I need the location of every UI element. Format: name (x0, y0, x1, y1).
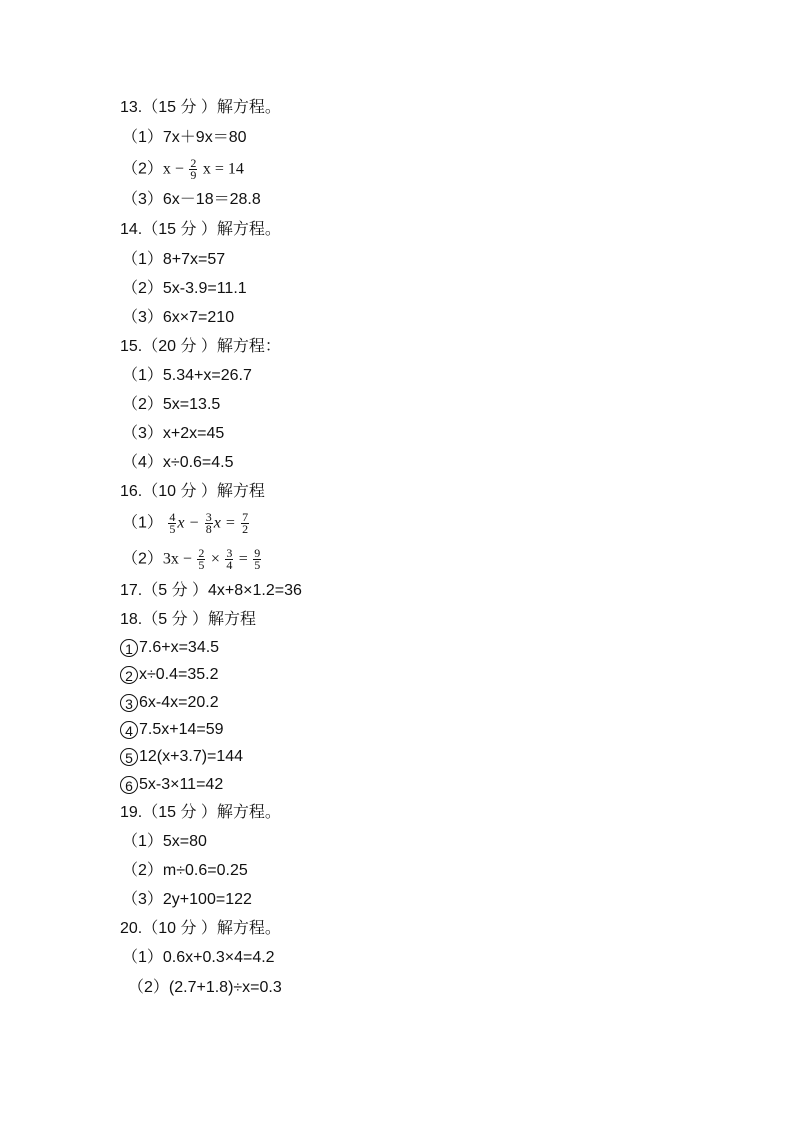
item-tag: （2） (122, 280, 163, 297)
q18-item-1 (120, 638, 219, 658)
q14-item-3 (122, 308, 234, 328)
item-tag: （2） (122, 396, 163, 413)
numerator: 9 (254, 546, 261, 560)
q20-item-1 (122, 948, 275, 968)
q15-item-1 (122, 366, 252, 386)
q18-item-3 (120, 693, 219, 713)
equation: 5.34+x=26.7 (162, 367, 252, 384)
equation: x÷0.6=4.5 (162, 454, 234, 471)
fraction (168, 512, 176, 535)
item-tag: （1） (122, 129, 163, 146)
times-operator: × (210, 550, 220, 568)
item-tag: （1） (122, 833, 163, 850)
equation: 8+7x=57 (162, 251, 226, 268)
equation: 0.6x+0.3×4=4.2 (162, 949, 275, 966)
item-tag: （1） (122, 949, 163, 966)
q16-item-1 (122, 512, 250, 535)
fraction (189, 158, 197, 181)
q18-item-6 (120, 775, 223, 795)
equation: (2.7+1.8)÷x=0.3 (168, 979, 282, 996)
equation: 7.6+x=34.5 (139, 639, 220, 656)
equation: 7x＋9x＝80 (162, 129, 247, 146)
q14-item-1 (122, 250, 225, 270)
q18-item-4 (120, 720, 224, 740)
q16-header: 16.（10 分 ）解方程 (120, 483, 265, 500)
denominator: 5 (198, 558, 205, 572)
item-tag: （1） (122, 367, 163, 384)
q20-item-2 (128, 978, 282, 998)
equation-part: x − (162, 160, 184, 178)
equation: 7.5x+14=59 (139, 721, 224, 738)
numerator: 2 (198, 546, 205, 560)
item-tag: （2） (122, 862, 163, 879)
q19-header: 19.（15 分 ）解方程。 (120, 804, 281, 821)
equation: 12(x+3.7)=144 (139, 748, 244, 765)
q18-item-5 (120, 747, 243, 767)
item-tag: （3） (122, 191, 163, 208)
q14-item-2 (122, 279, 247, 299)
equation: 5x=80 (162, 833, 207, 850)
item-tag: （1） (122, 251, 163, 268)
q15-item-3 (122, 424, 224, 444)
equation: 6x－18＝28.8 (162, 191, 261, 208)
numerator: 4 (169, 510, 176, 524)
denominator: 5 (254, 558, 261, 572)
q13-item-1 (122, 128, 247, 148)
item-tag: （3） (122, 891, 163, 908)
numerator: 3 (205, 510, 212, 524)
denominator: 8 (205, 522, 212, 536)
circled-number: 4 (120, 721, 138, 739)
fraction (225, 548, 233, 571)
q18-header: 18.（5 分 ）解方程 (120, 611, 257, 628)
equation-part: x = 14 (202, 160, 244, 178)
circled-number: 3 (120, 694, 138, 712)
numerator: 3 (226, 546, 233, 560)
q14-header: 14.（15 分 ）解方程。 (120, 221, 281, 238)
circled-number: 2 (120, 666, 138, 684)
equation: x+2x=45 (162, 425, 225, 442)
denominator: 4 (226, 558, 233, 572)
fraction (253, 548, 261, 571)
fraction (241, 512, 249, 535)
q13-header: 13.（15 分 ）解方程。 (120, 99, 281, 116)
equation: 6x×7=210 (162, 309, 235, 326)
item-tag: （4） (122, 454, 163, 471)
item-tag: （2） (122, 550, 163, 568)
q20-header: 20.（10 分 ）解方程。 (120, 920, 281, 937)
equation-part: x = (213, 514, 236, 532)
item-tag: （2） (128, 979, 169, 996)
q13-item-3 (122, 190, 261, 210)
denominator: 9 (190, 168, 197, 182)
equation: m÷0.6=0.25 (162, 862, 248, 879)
item-tag: （3） (122, 425, 163, 442)
q17-header: 17.（5 分 ）4x+8×1.2=36 (120, 582, 302, 599)
equation-part: 3x − (162, 550, 192, 568)
equation: 5x-3.9=11.1 (162, 280, 247, 297)
numerator: 2 (190, 156, 197, 170)
q13-item-2 (122, 158, 244, 181)
equation: 6x-4x=20.2 (139, 694, 219, 711)
equation: 5x-3×11=42 (139, 776, 224, 793)
q18-item-2 (120, 665, 219, 685)
fraction (197, 548, 205, 571)
q19-item-2 (122, 861, 248, 881)
circled-number: 6 (120, 776, 138, 794)
equation-part: x − (177, 514, 200, 532)
fraction (205, 512, 213, 535)
equation: 5x=13.5 (162, 396, 221, 413)
circled-number: 1 (120, 639, 138, 657)
equation: x÷0.4=35.2 (139, 666, 219, 683)
q15-item-2 (122, 395, 220, 415)
equals-sign: = (238, 550, 248, 568)
q15-item-4 (122, 453, 234, 473)
q15-header: 15.（20 分 ）解方程： (120, 338, 281, 355)
item-tag: （1） (122, 514, 163, 532)
equation: 2y+100=122 (162, 891, 252, 908)
q16-item-2 (122, 548, 262, 571)
item-tag: （3） (122, 309, 163, 326)
item-tag: （2） (122, 160, 163, 178)
q19-item-1 (122, 832, 207, 852)
denominator: 2 (242, 522, 249, 536)
circled-number: 5 (120, 748, 138, 766)
denominator: 5 (169, 522, 176, 536)
q19-item-3 (122, 890, 252, 910)
numerator: 7 (242, 510, 249, 524)
